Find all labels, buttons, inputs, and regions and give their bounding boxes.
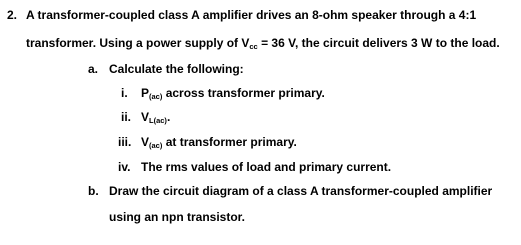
part-b-line-1 <box>88 183 492 199</box>
item-marker: iv. <box>118 160 131 174</box>
question-number: 2. <box>7 8 18 22</box>
item-marker: ii. <box>121 110 132 124</box>
part-a-text: Calculate the following: <box>109 62 244 76</box>
item-subscript: (ac) <box>149 92 163 101</box>
item-text: at transformer primary. <box>162 135 297 149</box>
item-subscript: L(ac) <box>149 116 167 125</box>
vcc-subscript: cc <box>249 42 258 51</box>
item-symbol: P <box>141 86 150 100</box>
item-symbol: V <box>141 135 150 149</box>
part-a-marker: a. <box>88 62 99 76</box>
part-b-text-line-1: Draw the circuit diagram of a class A transformer-coupled amplifier <box>109 184 493 198</box>
item-marker: iii. <box>118 135 132 149</box>
question-text-line-1: A transformer-coupled class A amplifier drives an 8-ohm speaker through a 4:1 <box>26 8 477 22</box>
question-line-1 <box>7 7 476 23</box>
item-text: across transformer primary. <box>162 86 325 100</box>
part-a-heading <box>88 61 244 77</box>
item-symbol: V <box>141 110 150 124</box>
item-text: . <box>166 110 171 124</box>
part-a-item-ii <box>121 109 170 125</box>
question-text-line-2-end: = 36 V, the circuit delivers 3 W to the load. <box>257 36 500 50</box>
question-line-2 <box>26 35 500 51</box>
part-b-marker: b. <box>88 184 99 198</box>
question-text-line-2-start: transformer. Using a power supply of V <box>26 36 250 50</box>
part-b-text-line-2: using an npn transistor. <box>109 210 246 224</box>
item-marker: i. <box>121 86 128 100</box>
item-text: The rms values of load and primary current. <box>141 160 392 174</box>
part-a-item-iii <box>118 134 297 150</box>
item-subscript: (ac) <box>149 141 163 150</box>
part-a-item-i <box>121 85 325 101</box>
part-a-item-iv <box>118 159 391 175</box>
part-b-line-2 <box>109 209 245 225</box>
